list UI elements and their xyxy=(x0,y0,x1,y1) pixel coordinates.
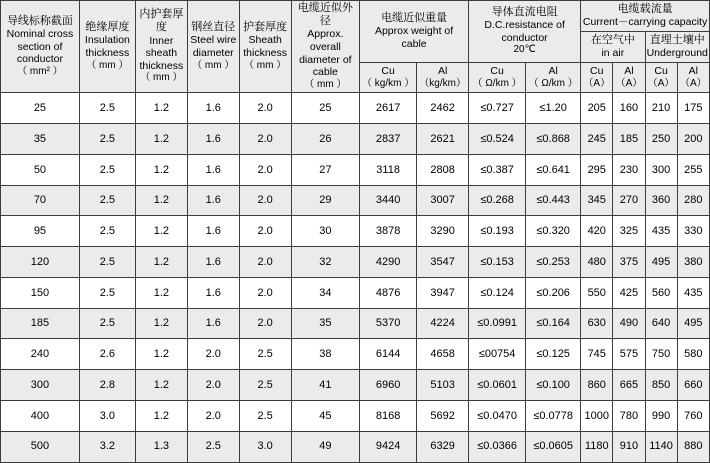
cell-weight-al: 3290 xyxy=(417,216,469,247)
header-steel-wire-diameter-unit: （ mm ） xyxy=(192,59,235,71)
cell-insulation-thickness: 2.5 xyxy=(79,185,135,216)
cell-underground-cu: 560 xyxy=(645,277,677,308)
header-nominal-section-cn: 导线标称截面 xyxy=(6,14,73,27)
table-row xyxy=(1,400,710,431)
cell-resistance-cu: ≤0.124 xyxy=(469,277,526,308)
cell-overall-diameter: 25 xyxy=(291,93,360,124)
cell-insulation-thickness: 2.5 xyxy=(79,124,135,155)
cell-overall-diameter: 35 xyxy=(291,308,360,339)
cell-resistance-cu: ≤0.0470 xyxy=(469,400,526,431)
table-row xyxy=(1,308,710,339)
header-overall-diameter-en: Approx. overall diameter of cable xyxy=(299,28,352,79)
cell-steel-wire-diameter: 1.6 xyxy=(187,124,239,155)
cell-air-cu: 420 xyxy=(581,216,613,247)
header-dc-resistance-en: D.C.resistance of conductor xyxy=(484,19,565,44)
subheader-underground-cu xyxy=(645,62,677,92)
cell-inner-sheath-thickness: 1.2 xyxy=(135,124,187,155)
cell-sheath-thickness: 2.0 xyxy=(239,154,291,185)
cell-overall-diameter: 41 xyxy=(291,370,360,401)
cell-underground-al: 200 xyxy=(677,124,709,155)
cell-resistance-al: ≤0.0778 xyxy=(526,400,581,431)
cell-insulation-thickness: 2.5 xyxy=(79,308,135,339)
table-row xyxy=(1,247,710,278)
cell-inner-sheath-thickness: 1.2 xyxy=(135,93,187,124)
cell-resistance-al: ≤0.206 xyxy=(526,277,581,308)
subheader-weight-al-label: Al xyxy=(437,65,448,78)
cell-weight-cu: 6960 xyxy=(360,370,417,401)
cell-weight-cu: 2617 xyxy=(360,93,417,124)
header-in-air-en: in air xyxy=(601,47,625,60)
cell-insulation-thickness: 2.5 xyxy=(79,277,135,308)
subheader-air-al xyxy=(613,62,645,92)
cell-steel-wire-diameter: 1.6 xyxy=(187,93,239,124)
cell-weight-al: 4224 xyxy=(417,308,469,339)
cell-resistance-cu: ≤0.153 xyxy=(469,247,526,278)
header-nominal-section-unit: （ mm² ） xyxy=(17,65,63,77)
cell-resistance-cu: ≤0.387 xyxy=(469,154,526,185)
cell-nominal-section: 400 xyxy=(1,400,80,431)
cell-nominal-section: 50 xyxy=(1,154,80,185)
cell-air-cu: 550 xyxy=(581,277,613,308)
cell-sheath-thickness: 2.0 xyxy=(239,124,291,155)
cell-weight-cu: 2837 xyxy=(360,124,417,155)
cell-underground-cu: 360 xyxy=(645,185,677,216)
table-header xyxy=(1,1,710,93)
cell-steel-wire-diameter: 2.0 xyxy=(187,370,239,401)
header-dc-resistance-cn: 导体直流电阻 xyxy=(491,6,558,19)
table-row xyxy=(1,216,710,247)
cell-overall-diameter: 29 xyxy=(291,185,360,216)
header-current-capacity xyxy=(581,1,710,32)
cell-resistance-al: ≤0.125 xyxy=(526,339,581,370)
subheader-weight-al-unit: （kg/km） xyxy=(419,77,466,89)
header-current-capacity-cn: 电缆载流量 xyxy=(617,3,673,16)
cell-air-cu: 1000 xyxy=(581,400,613,431)
cell-underground-al: 330 xyxy=(677,216,709,247)
cell-air-al: 185 xyxy=(613,124,645,155)
subheader-resistance-al-unit: （ Ω/km ） xyxy=(528,77,578,89)
cell-inner-sheath-thickness: 1.2 xyxy=(135,400,187,431)
cell-air-cu: 480 xyxy=(581,247,613,278)
cell-nominal-section: 150 xyxy=(1,277,80,308)
cell-inner-sheath-thickness: 1.2 xyxy=(135,277,187,308)
subheader-underground-cu-unit: （A） xyxy=(647,77,675,89)
header-approx-weight-cn: 电缆近似重量 xyxy=(381,12,448,25)
cell-underground-al: 580 xyxy=(677,339,709,370)
cell-weight-al: 6329 xyxy=(417,431,469,462)
header-insulation-thickness-cn: 绝缘厚度 xyxy=(85,21,130,34)
cell-resistance-cu: ≤0.524 xyxy=(469,124,526,155)
cell-nominal-section: 240 xyxy=(1,339,80,370)
subheader-weight-cu-label: Cu xyxy=(381,65,395,78)
cell-underground-cu: 435 xyxy=(645,216,677,247)
cell-air-al: 490 xyxy=(613,308,645,339)
header-inner-sheath-thickness xyxy=(135,1,187,93)
header-insulation-thickness-en: Insulation thickness xyxy=(84,34,130,59)
cell-resistance-al: ≤1.20 xyxy=(526,93,581,124)
cell-sheath-thickness: 2.5 xyxy=(239,370,291,401)
cell-overall-diameter: 32 xyxy=(291,247,360,278)
cell-weight-al: 2808 xyxy=(417,154,469,185)
table-row xyxy=(1,339,710,370)
cell-insulation-thickness: 2.5 xyxy=(79,154,135,185)
header-approx-weight-en: Approx weight of cable xyxy=(374,25,454,51)
subheader-weight-al xyxy=(417,62,469,92)
cell-resistance-al: ≤0.443 xyxy=(526,185,581,216)
cell-weight-al: 2621 xyxy=(417,124,469,155)
header-overall-diameter-cn: 电缆近似外径 xyxy=(297,2,353,28)
cell-weight-al: 5103 xyxy=(417,370,469,401)
cell-steel-wire-diameter: 2.0 xyxy=(187,400,239,431)
header-underground-cn: 直埋土壤中 xyxy=(649,34,705,47)
subheader-underground-al-unit: （A） xyxy=(680,77,707,89)
cell-weight-al: 3547 xyxy=(417,247,469,278)
cell-sheath-thickness: 2.0 xyxy=(239,216,291,247)
cell-air-cu: 745 xyxy=(581,339,613,370)
table-row xyxy=(1,277,710,308)
cell-underground-al: 435 xyxy=(677,277,709,308)
cell-underground-al: 380 xyxy=(677,247,709,278)
subheader-weight-cu xyxy=(360,62,417,92)
cell-weight-cu: 3878 xyxy=(360,216,417,247)
cell-weight-cu: 8168 xyxy=(360,400,417,431)
cell-sheath-thickness: 2.0 xyxy=(239,277,291,308)
cell-resistance-al: ≤0.164 xyxy=(526,308,581,339)
cell-sheath-thickness: 2.0 xyxy=(239,93,291,124)
cell-weight-cu: 9424 xyxy=(360,431,417,462)
header-underground-en: Underground xyxy=(646,47,708,60)
table-body xyxy=(1,93,710,462)
cell-underground-al: 760 xyxy=(677,400,709,431)
cell-insulation-thickness: 2.5 xyxy=(79,247,135,278)
cell-air-al: 575 xyxy=(613,339,645,370)
cell-air-al: 325 xyxy=(613,216,645,247)
cell-weight-al: 3007 xyxy=(417,185,469,216)
cell-underground-al: 175 xyxy=(677,93,709,124)
cell-underground-cu: 640 xyxy=(645,308,677,339)
header-inner-sheath-thickness-unit: （ mm ） xyxy=(140,72,183,84)
header-inner-sheath-thickness-cn: 内护套厚度 xyxy=(139,8,184,34)
cell-sheath-thickness: 2.5 xyxy=(239,400,291,431)
cell-resistance-cu: ≤0.727 xyxy=(469,93,526,124)
cell-resistance-cu: ≤0.0601 xyxy=(469,370,526,401)
cell-resistance-cu: ≤0.0366 xyxy=(469,431,526,462)
subheader-resistance-cu xyxy=(469,62,526,92)
cell-insulation-thickness: 3.2 xyxy=(79,431,135,462)
cell-underground-cu: 1140 xyxy=(645,431,677,462)
cell-underground-cu: 300 xyxy=(645,154,677,185)
header-dc-resistance-unit: 20℃ xyxy=(513,44,536,56)
cell-nominal-section: 95 xyxy=(1,216,80,247)
header-underground xyxy=(645,31,710,62)
header-sheath-thickness-en: Sheath thickness xyxy=(243,34,288,59)
cell-resistance-cu: ≤00754 xyxy=(469,339,526,370)
header-sheath-thickness xyxy=(239,1,291,93)
cell-underground-al: 255 xyxy=(677,154,709,185)
cell-insulation-thickness: 2.5 xyxy=(79,93,135,124)
cell-air-cu: 630 xyxy=(581,308,613,339)
cell-weight-al: 4658 xyxy=(417,339,469,370)
cell-steel-wire-diameter: 2.0 xyxy=(187,339,239,370)
cell-steel-wire-diameter: 1.6 xyxy=(187,247,239,278)
table-row xyxy=(1,185,710,216)
cell-steel-wire-diameter: 1.6 xyxy=(187,277,239,308)
cell-air-al: 665 xyxy=(613,370,645,401)
cell-underground-cu: 495 xyxy=(645,247,677,278)
cell-inner-sheath-thickness: 1.2 xyxy=(135,185,187,216)
table-row xyxy=(1,370,710,401)
cell-underground-al: 280 xyxy=(677,185,709,216)
header-dc-resistance xyxy=(469,1,581,63)
cell-sheath-thickness: 2.0 xyxy=(239,247,291,278)
header-in-air xyxy=(581,31,645,62)
cell-inner-sheath-thickness: 1.2 xyxy=(135,308,187,339)
cell-resistance-al: ≤0.868 xyxy=(526,124,581,155)
subheader-weight-cu-unit: （ kg/km ） xyxy=(362,77,415,89)
cell-resistance-cu: ≤0.268 xyxy=(469,185,526,216)
cell-insulation-thickness: 2.6 xyxy=(79,339,135,370)
table-row xyxy=(1,93,710,124)
cell-air-al: 160 xyxy=(613,93,645,124)
cell-air-al: 270 xyxy=(613,185,645,216)
cell-underground-cu: 990 xyxy=(645,400,677,431)
header-current-capacity-en: Current－carrying capacity xyxy=(582,16,708,29)
cell-weight-cu: 3440 xyxy=(360,185,417,216)
cell-steel-wire-diameter: 1.6 xyxy=(187,308,239,339)
cell-weight-al: 2462 xyxy=(417,93,469,124)
cell-underground-cu: 850 xyxy=(645,370,677,401)
cell-inner-sheath-thickness: 1.2 xyxy=(135,370,187,401)
subheader-resistance-cu-label: Cu xyxy=(490,65,504,78)
cell-resistance-cu: ≤0.0991 xyxy=(469,308,526,339)
subheader-underground-al-label: Al xyxy=(688,65,698,78)
header-inner-sheath-thickness-en: Inner sheath thickness xyxy=(139,34,184,72)
cell-steel-wire-diameter: 1.6 xyxy=(187,185,239,216)
cell-resistance-al: ≤0.320 xyxy=(526,216,581,247)
subheader-underground-al xyxy=(677,62,709,92)
table-row xyxy=(1,154,710,185)
subheader-resistance-al xyxy=(526,62,581,92)
cell-overall-diameter: 30 xyxy=(291,216,360,247)
header-overall-diameter-unit: （ mm ） xyxy=(304,78,347,90)
subheader-resistance-al-label: Al xyxy=(548,65,558,78)
cell-overall-diameter: 27 xyxy=(291,154,360,185)
cell-sheath-thickness: 2.0 xyxy=(239,308,291,339)
cell-nominal-section: 120 xyxy=(1,247,80,278)
cell-insulation-thickness: 3.0 xyxy=(79,400,135,431)
subheader-air-cu-label: Cu xyxy=(590,65,604,78)
header-steel-wire-diameter-en: Steel wire diameter xyxy=(190,34,237,59)
cell-resistance-al: ≤0.0605 xyxy=(526,431,581,462)
header-insulation-thickness xyxy=(79,1,135,93)
cell-underground-al: 660 xyxy=(677,370,709,401)
cell-nominal-section: 185 xyxy=(1,308,80,339)
header-sheath-thickness-cn: 护套厚度 xyxy=(243,21,288,34)
cell-air-al: 230 xyxy=(613,154,645,185)
cell-nominal-section: 500 xyxy=(1,431,80,462)
cell-weight-al: 5692 xyxy=(417,400,469,431)
header-sheath-thickness-unit: （ mm ） xyxy=(244,59,287,71)
subheader-air-al-unit: （A） xyxy=(615,77,643,89)
cell-air-cu: 245 xyxy=(581,124,613,155)
cell-steel-wire-diameter: 1.6 xyxy=(187,216,239,247)
header-overall-diameter xyxy=(291,1,360,93)
subheader-resistance-cu-unit: （ Ω/km ） xyxy=(472,77,522,89)
cell-overall-diameter: 38 xyxy=(291,339,360,370)
cell-weight-cu: 4290 xyxy=(360,247,417,278)
cell-weight-cu: 3118 xyxy=(360,154,417,185)
cell-underground-cu: 210 xyxy=(645,93,677,124)
cell-overall-diameter: 49 xyxy=(291,431,360,462)
cell-sheath-thickness: 3.0 xyxy=(239,431,291,462)
cell-overall-diameter: 26 xyxy=(291,124,360,155)
cell-resistance-al: ≤0.253 xyxy=(526,247,581,278)
cell-air-al: 780 xyxy=(613,400,645,431)
header-in-air-cn: 在空气中 xyxy=(590,34,635,47)
subheader-air-cu xyxy=(581,62,613,92)
cell-sheath-thickness: 2.5 xyxy=(239,339,291,370)
cell-underground-cu: 750 xyxy=(645,339,677,370)
header-insulation-thickness-unit: （ mm ） xyxy=(86,59,129,71)
cell-inner-sheath-thickness: 1.2 xyxy=(135,247,187,278)
cell-air-cu: 295 xyxy=(581,154,613,185)
header-row-top xyxy=(1,1,710,32)
cell-weight-al: 3947 xyxy=(417,277,469,308)
cell-air-cu: 1180 xyxy=(581,431,613,462)
cell-inner-sheath-thickness: 1.3 xyxy=(135,431,187,462)
cell-air-cu: 860 xyxy=(581,370,613,401)
cell-sheath-thickness: 2.0 xyxy=(239,185,291,216)
cell-air-al: 910 xyxy=(613,431,645,462)
cell-inner-sheath-thickness: 1.2 xyxy=(135,339,187,370)
cell-air-cu: 345 xyxy=(581,185,613,216)
cell-resistance-al: ≤0.100 xyxy=(526,370,581,401)
cell-nominal-section: 25 xyxy=(1,93,80,124)
cell-overall-diameter: 45 xyxy=(291,400,360,431)
cell-insulation-thickness: 2.5 xyxy=(79,216,135,247)
cell-nominal-section: 300 xyxy=(1,370,80,401)
cell-resistance-cu: ≤0.193 xyxy=(469,216,526,247)
cell-nominal-section: 70 xyxy=(1,185,80,216)
header-nominal-section xyxy=(1,1,80,93)
cell-underground-al: 880 xyxy=(677,431,709,462)
cell-steel-wire-diameter: 1.6 xyxy=(187,154,239,185)
table-row xyxy=(1,431,710,462)
cell-weight-cu: 5370 xyxy=(360,308,417,339)
cell-weight-cu: 6144 xyxy=(360,339,417,370)
cell-air-al: 375 xyxy=(613,247,645,278)
cell-resistance-al: ≤0.641 xyxy=(526,154,581,185)
cell-weight-cu: 4876 xyxy=(360,277,417,308)
cell-steel-wire-diameter: 2.5 xyxy=(187,431,239,462)
table-row xyxy=(1,124,710,155)
cell-overall-diameter: 34 xyxy=(291,277,360,308)
cell-underground-cu: 250 xyxy=(645,124,677,155)
cell-inner-sheath-thickness: 1.2 xyxy=(135,216,187,247)
subheader-air-al-label: Al xyxy=(624,65,634,78)
header-approx-weight xyxy=(360,1,469,63)
header-steel-wire-diameter xyxy=(187,1,239,93)
cell-insulation-thickness: 2.8 xyxy=(79,370,135,401)
header-steel-wire-diameter-cn: 钢丝直径 xyxy=(191,21,236,34)
cell-inner-sheath-thickness: 1.2 xyxy=(135,154,187,185)
header-nominal-section-en: Nominal cross section of conductor xyxy=(6,28,74,66)
cell-air-cu: 205 xyxy=(581,93,613,124)
cell-air-al: 425 xyxy=(613,277,645,308)
subheader-underground-cu-label: Cu xyxy=(654,65,668,78)
subheader-air-cu-unit: （A） xyxy=(583,77,611,89)
cell-nominal-section: 35 xyxy=(1,124,80,155)
cell-underground-al: 495 xyxy=(677,308,709,339)
